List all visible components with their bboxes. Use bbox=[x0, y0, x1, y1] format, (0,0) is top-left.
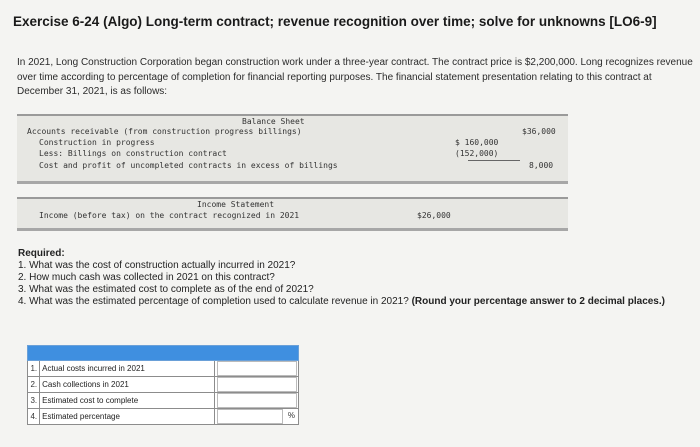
income-statement-heading: Income Statement bbox=[197, 200, 275, 209]
row-label-estimated-percentage: Estimated percentage bbox=[40, 409, 215, 425]
question-4 bbox=[18, 296, 698, 308]
answer-row-2 bbox=[28, 377, 299, 393]
row-label-estimated-cost: Estimated cost to complete bbox=[40, 393, 215, 409]
row-number: 4. bbox=[28, 409, 40, 425]
actual-costs-cell bbox=[215, 361, 299, 377]
cash-collections-cell bbox=[215, 377, 299, 393]
cash-collections-input[interactable] bbox=[217, 377, 297, 392]
required-heading: Required: bbox=[18, 248, 65, 259]
exercise-title: Exercise 6-24 (Algo) Long-term contract; revenue recognition over time; solve for unknowns [LO6-9] bbox=[13, 14, 657, 29]
bs-row2-label: Construction in progress bbox=[39, 138, 155, 147]
row-number: 1. bbox=[28, 361, 40, 377]
answer-table bbox=[27, 345, 299, 425]
bs-row1-value: $36,000 bbox=[522, 127, 556, 136]
estimated-percentage-cell bbox=[215, 409, 299, 425]
row-label-actual-costs: Actual costs incurred in 2021 bbox=[40, 361, 215, 377]
answer-row-3 bbox=[28, 393, 299, 409]
bs-row1-label: Accounts receivable (from construction progress billings) bbox=[27, 127, 302, 136]
question-2: 2. How much cash was collected in 2021 on this contract? bbox=[18, 272, 275, 283]
row-number: 3. bbox=[28, 393, 40, 409]
question-4-text: 4. What was the estimated percentage of completion used to calculate revenue in 2021? bbox=[18, 296, 409, 307]
actual-costs-input[interactable] bbox=[217, 361, 297, 376]
question-1: 1. What was the cost of construction actually incurred in 2021? bbox=[18, 260, 296, 271]
bs-row2-value: $ 160,000 bbox=[455, 138, 499, 147]
income-statement-panel bbox=[17, 197, 568, 231]
balance-sheet-heading: Balance Sheet bbox=[242, 117, 305, 126]
bs-row3-label: Less: Billings on construction contract bbox=[39, 149, 227, 158]
row-label-cash-collections: Cash collections in 2021 bbox=[40, 377, 215, 393]
answer-row-4 bbox=[28, 409, 299, 425]
percent-sign: % bbox=[287, 411, 295, 420]
estimated-cost-input[interactable] bbox=[217, 393, 297, 408]
is-row1-value: $26,000 bbox=[417, 211, 451, 220]
estimated-percentage-input[interactable] bbox=[217, 409, 283, 424]
row-number: 2. bbox=[28, 377, 40, 393]
required-section bbox=[18, 248, 698, 308]
is-row1-label: Income (before tax) on the contract recognized in 2021 bbox=[39, 211, 300, 220]
question-3: 3. What was the estimated cost to complete as of the end of 2021? bbox=[18, 284, 314, 295]
bs-row4-label: Cost and profit of uncompleted contracts in excess of billings bbox=[39, 161, 338, 170]
question-4-note: (Round your percentage answer to 2 decimal places.) bbox=[411, 296, 665, 307]
subtotal-rule bbox=[468, 160, 520, 161]
answer-row-1 bbox=[28, 361, 299, 377]
intro-paragraph: In 2021, Long Construction Corporation began construction work under a three-year contract. The contract price is $2,200,000. Long recognizes revenue over time according to percentage of completion for financial reporting purposes. The financial statement presentation relating to this contract at December 31, 2021, is as follows: bbox=[17, 57, 693, 97]
balance-sheet-panel bbox=[17, 114, 568, 184]
bs-row3-value: (152,000) bbox=[455, 149, 499, 158]
estimated-cost-cell bbox=[215, 393, 299, 409]
answer-table-header bbox=[28, 346, 299, 361]
bs-row4-value: 8,000 bbox=[529, 161, 554, 170]
